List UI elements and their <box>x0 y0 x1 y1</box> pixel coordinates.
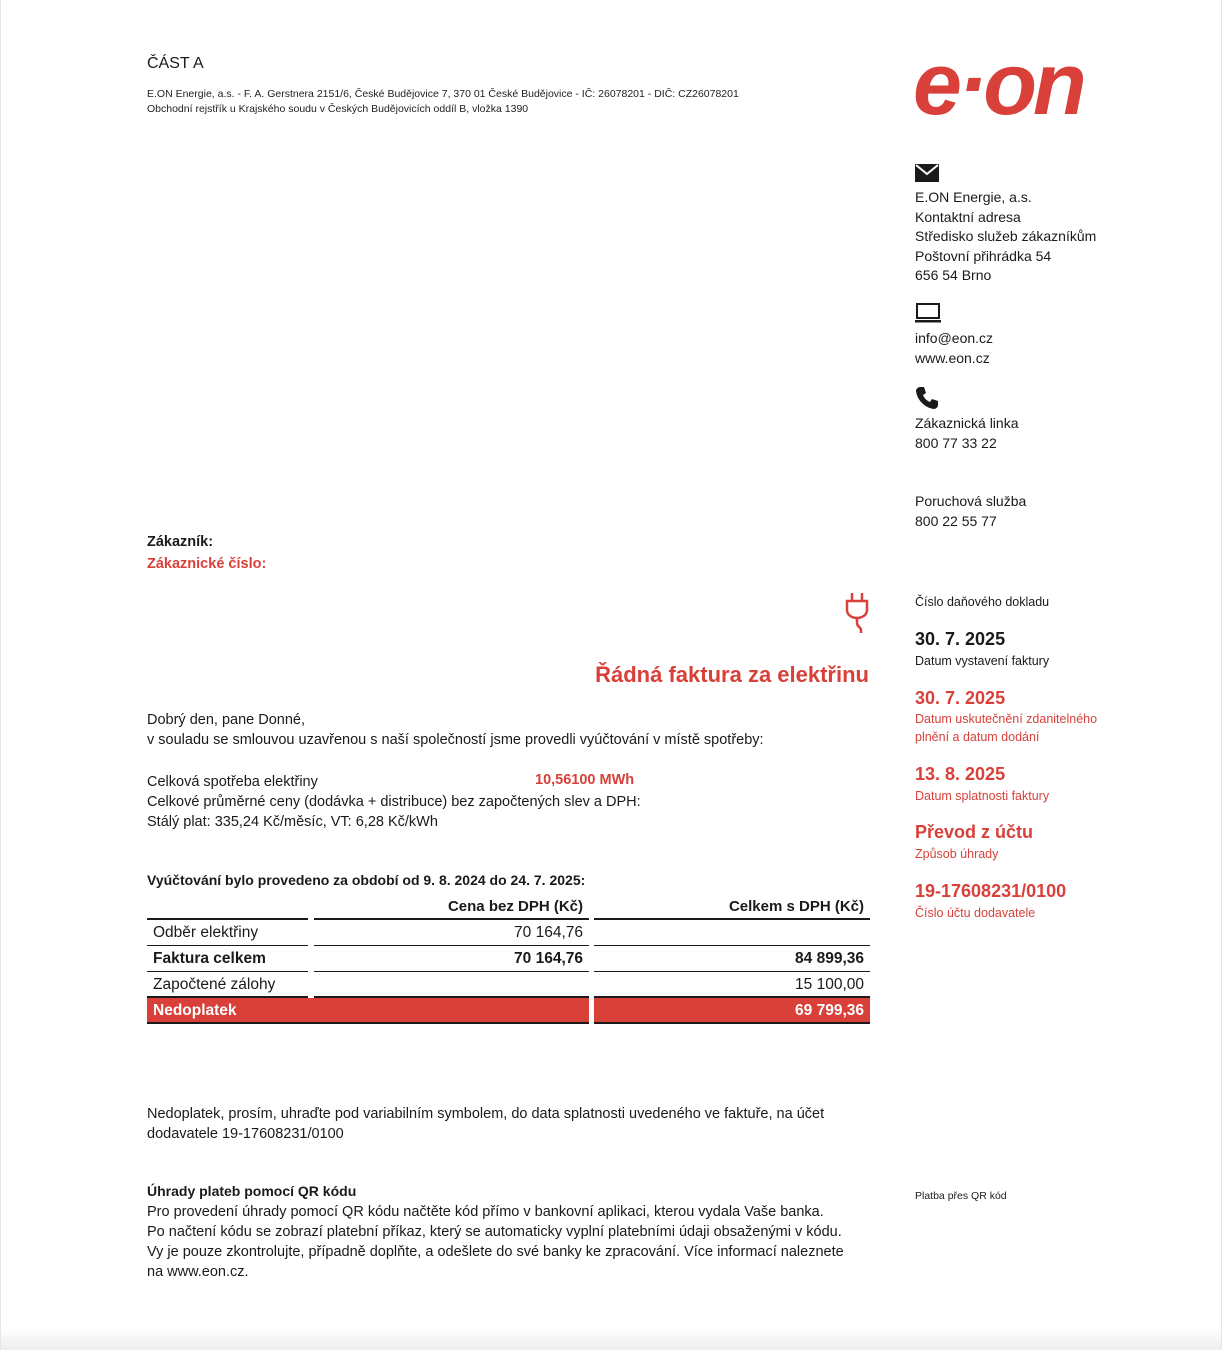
laptop-icon <box>915 303 941 328</box>
qr-line: na www.eon.cz. <box>147 1264 249 1280</box>
part-label: ČÁST A <box>147 55 204 72</box>
qr-line: Vy je pouze zkontrolujte, případně doplňte, a odešlete do své banky ke zpracování. Více informací naleznete <box>147 1244 844 1260</box>
contact-online <box>915 329 993 368</box>
hotline-label: Zákaznická linka <box>915 415 1019 431</box>
row-gross: 15 100,00 <box>594 972 870 998</box>
header-cell: Celkem s DPH (Kč) <box>594 894 870 920</box>
web-link[interactable]: www.eon.cz <box>915 349 990 366</box>
taxable-date-label-1: Datum uskutečnění zdanitelného <box>915 712 1098 726</box>
fault-service <box>915 492 1026 531</box>
due-date: 13. 8. 2025 <box>915 764 1006 784</box>
taxable-date: 30. 7. 2025 <box>915 688 1006 708</box>
header-cell <box>147 894 308 920</box>
fault-number: 800 22 55 77 <box>915 512 997 529</box>
row-gross: 84 899,36 <box>594 946 870 972</box>
row-label: Započtené zálohy <box>147 972 308 998</box>
contact-address <box>915 188 1096 286</box>
row-label: Nedoplatek <box>147 998 589 1024</box>
company-info-line-1: E.ON Energie, a.s. - F. A. Gerstnera 2151/6, České Budějovice 7, 370 01 České Budějovice - IČ: 26078201 - DIČ: CZ26078201 <box>147 88 739 100</box>
envelope-icon <box>915 164 939 187</box>
hotline-number: 800 77 33 22 <box>915 434 997 451</box>
qr-section-title: Úhrady plateb pomocí QR kódu <box>147 1183 357 1199</box>
row-gross <box>594 920 870 946</box>
taxable-date-label-2: plnění a datum dodání <box>915 730 1040 744</box>
company-info-line-2: Obchodní rejstřík u Krajského soudu v Českých Budějovicích oddíl B, vložka 1390 <box>147 103 529 115</box>
payment-method: Převod z účtu <box>915 822 1034 842</box>
supplier-account: 19-17608231/0100 <box>915 881 1067 901</box>
address-line: Středisko služeb zákazníkům <box>915 228 1097 244</box>
billing-table <box>147 894 870 1024</box>
row-gross: 69 799,36 <box>594 998 870 1024</box>
table-row <box>147 972 870 998</box>
address-line: 656 54 Brno <box>915 267 992 283</box>
payment-note-line-1: Nedoplatek, prosím, uhraďte pod variabilním symbolem, do data splatnosti uvedeného ve faktuře, na účet <box>147 1106 825 1122</box>
payment-method-label: Způsob úhrady <box>915 847 999 861</box>
phone-icon <box>915 386 939 415</box>
consumption-value: 10,56100 MWh <box>535 772 635 788</box>
avg-price-label: Celkové průměrné ceny (dodávka + distribuce) bez započtených slev a DPH: <box>147 794 641 810</box>
row-net: 70 164,76 <box>314 920 589 946</box>
plug-icon <box>843 592 871 639</box>
document-title: Řádná faktura za elektřinu <box>595 662 869 687</box>
table-row <box>147 920 870 946</box>
fixed-fee-line: Stálý plat: 335,24 Kč/měsíc, VT: 6,28 Kč/kWh <box>147 814 438 830</box>
table-header <box>147 894 870 920</box>
row-net <box>314 972 589 998</box>
billing-period: Vyúčtování bylo provedeno za období od 9. 8. 2024 do 24. 7. 2025: <box>147 872 586 888</box>
table-row <box>147 946 870 972</box>
hotline <box>915 414 1019 453</box>
page-bottom-shadow <box>1 1328 1221 1350</box>
row-net: 70 164,76 <box>314 946 589 972</box>
row-label: Odběr elektřiny <box>147 920 308 946</box>
row-label: Faktura celkem <box>147 946 308 972</box>
customer-label: Zákazník: <box>147 534 214 550</box>
issue-date-label: Datum vystavení faktury <box>915 654 1050 668</box>
intro-text: v souladu se smlouvou uzavřenou s naší společností jsme provedli vyúčtování v místě spotřeby: <box>147 732 764 748</box>
consumption-label: Celková spotřeba elektřiny <box>147 774 318 790</box>
fault-label: Poruchová služba <box>915 493 1027 509</box>
greeting: Dobrý den, pane Donné, <box>147 712 305 728</box>
address-line: Kontaktní adresa <box>915 208 1021 225</box>
supplier-account-label: Číslo účtu dodavatele <box>915 906 1036 920</box>
payment-note-line-2: dodavatele 19-17608231/0100 <box>147 1126 344 1142</box>
tax-doc-label: Číslo daňového dokladu <box>915 595 1050 609</box>
table-row-total-due <box>147 998 870 1024</box>
eon-logo <box>913 46 1155 131</box>
qr-line: Po načtení kódu se zobrazí platební příkaz, který se automaticky vyplní platebními údaji obsaženými v kódu. <box>147 1224 842 1240</box>
address-line: Poštovní přihrádka 54 <box>915 247 1052 264</box>
qr-caption: Platba přes QR kód <box>915 1190 1007 1202</box>
header-cell: Cena bez DPH (Kč) <box>314 894 589 920</box>
qr-line: Pro provedení úhrady pomocí QR kódu načtěte kód přímo v bankovní aplikaci, kterou vydala Vaše banka. <box>147 1204 824 1220</box>
issue-date: 30. 7. 2025 <box>915 629 1006 649</box>
due-date-label: Datum splatnosti faktury <box>915 789 1050 803</box>
email-link[interactable]: info@eon.cz <box>915 330 994 346</box>
customer-number-label: Zákaznické číslo: <box>147 556 267 572</box>
address-line: E.ON Energie, a.s. <box>915 189 1032 205</box>
logo-text: e·on <box>913 46 1083 126</box>
